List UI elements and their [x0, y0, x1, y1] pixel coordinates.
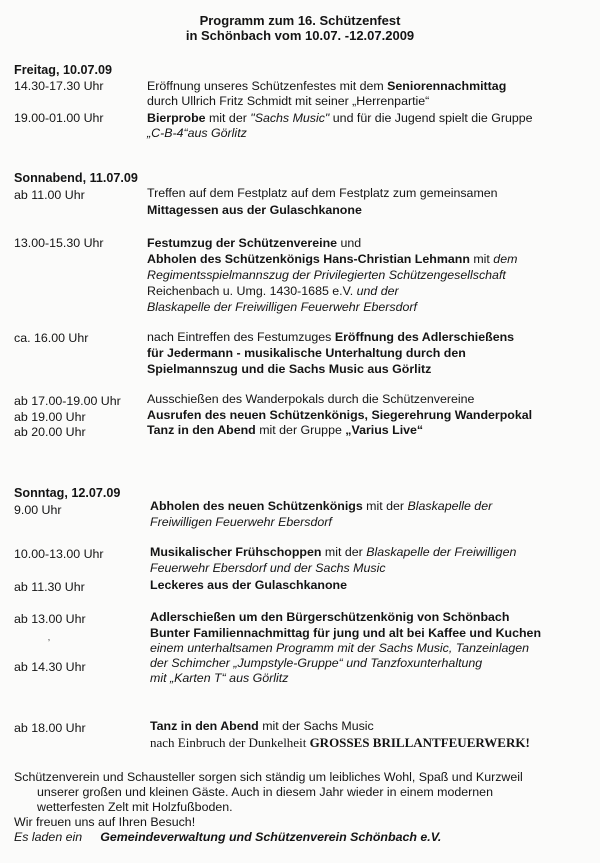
event-description [147, 111, 533, 125]
event-text: mit der [205, 111, 251, 125]
footer-text: wetterfesten Zelt mit Holzfußboden. [37, 800, 233, 814]
event-highlight: Eröffnung des Adlerschießens [334, 330, 515, 344]
day-heading-friday: Freitag, 10.07.09 [14, 63, 113, 77]
event-description: Adlerschießen um den Bürgerschützenkönig von Schönbach [150, 610, 510, 624]
event-description [150, 735, 530, 751]
event-text: und [337, 236, 362, 250]
event-description [150, 545, 516, 559]
event-time: 9.00 Uhr [14, 503, 62, 517]
event-description: mit „Karten T“ aus Görlitz [150, 671, 289, 685]
event-text: mit der [362, 499, 408, 513]
event-description: Spielmannszug und die Sachs Music aus Görlitz [147, 362, 432, 376]
event-highlight: Abholen des Schützenkönigs Hans-Christian Lehmann [147, 252, 470, 266]
event-highlight: Tanz in den Abend [150, 719, 259, 733]
event-description [150, 499, 492, 513]
event-time: ca. 16.00 Uhr [14, 331, 89, 345]
footer-text: unserer großen und kleinen Gäste. Auch in diesem Jahr wieder in einem modernen [37, 785, 493, 799]
event-description: Treffen auf dem Festplatz auf dem Festplatz zum gemeinsamen [147, 186, 498, 200]
fireworks-highlight: GROSSES BRILLANTFEUERWERK! [309, 735, 530, 750]
event-highlight: Tanz in den Abend [147, 423, 256, 437]
event-highlight: Festumzug der Schützenvereine [147, 236, 338, 250]
event-time: 14.30-17.30 Uhr [14, 79, 104, 93]
footer-organizers: Gemeindeverwaltung und Schützenverein Schönbach e.V. [100, 830, 442, 844]
event-description [150, 719, 374, 733]
event-emphasis: dem [493, 252, 518, 266]
event-time: ab 14.30 Uhr [14, 660, 86, 674]
event-description: Mittagessen aus der Gulaschkanone [147, 203, 362, 217]
event-time: ab 17.00-19.00 Uhr [14, 394, 121, 408]
event-time: ab 20.00 Uhr [14, 425, 86, 439]
event-description: Regimentsspielmannszug der Privilegierten Schützengesellschaft [147, 268, 506, 282]
event-text: Reichenbach u. Umg. 1430-1685 e.V. [147, 284, 354, 298]
event-description: durch Ullrich Fritz Schmidt mit seiner „Herrenpartie“ [147, 94, 430, 108]
event-text: mit der Sachs Music [258, 719, 374, 733]
event-text: mit der [321, 545, 367, 559]
event-description [147, 423, 423, 437]
event-emphasis: Blaskapelle der Freiwilligen [366, 545, 517, 559]
event-emphasis: Blaskapelle der [407, 499, 493, 513]
event-description: Bunter Familiennachmittag für jung und alt bei Kaffee und Kuchen [150, 626, 542, 640]
footer-text: Wir freuen uns auf Ihren Besuch! [14, 815, 196, 829]
event-text: mit der Gruppe [255, 423, 346, 437]
scan-speck: ʼ [48, 638, 50, 648]
event-highlight: Bierprobe [147, 111, 206, 125]
day-heading-sunday: Sonntag, 12.07.09 [14, 486, 121, 500]
footer-invite: Es laden ein [14, 830, 83, 844]
event-text: nach Einbruch der Dunkelheit [150, 735, 310, 750]
event-description [147, 252, 517, 266]
event-description: Ausschießen des Wanderpokals durch die Schützenvereine [147, 392, 475, 406]
event-description [147, 330, 514, 344]
event-description: einem unterhaltsamen Programm mit der Sachs Music, Tanzeinlagen [150, 641, 530, 655]
event-description: Leckeres aus der Gulaschkanone [150, 578, 347, 592]
event-time: ab 11.00 Uhr [14, 188, 85, 202]
event-highlight: Musikalischer Frühschoppen [150, 545, 322, 559]
event-text: mit [469, 252, 494, 266]
footer-signature [14, 830, 441, 844]
event-highlight: „Varius Live“ [345, 423, 424, 437]
event-emphasis: und der [353, 284, 399, 298]
page-title-line-1: Programm zum 16. Schützenfest [199, 13, 401, 28]
event-description: für Jedermann - musikalische Unterhaltung durch den [147, 346, 466, 360]
event-description: „C-B-4“aus Görlitz [147, 126, 247, 140]
event-description: Freiwilligen Feuerwehr Ebersdorf [150, 515, 332, 529]
event-time: 10.00-13.00 Uhr [14, 547, 104, 561]
event-time: 19.00-01.00 Uhr [14, 111, 104, 125]
event-description: der Schimcher „Jumpstyle-Gruppe“ und Tanzfoxunterhaltung [150, 656, 483, 670]
event-text: und für die Jugend spielt die Gruppe [329, 111, 533, 125]
event-description: Ausrufen des neuen Schützenkönigs, Siegerehrung Wanderpokal [147, 408, 533, 422]
day-heading-saturday: Sonnabend, 11.07.09 [14, 171, 138, 185]
event-text: Eröffnung unseres Schützenfestes mit dem [147, 79, 388, 93]
event-description: Blaskapelle der Freiwilligen Feuerwehr Ebersdorf [147, 300, 417, 314]
event-time: ab 19.00 Uhr [14, 410, 86, 424]
event-highlight: Seniorennachmittag [387, 79, 507, 93]
page-title-line-2: in Schönbach vom 10.07. -12.07.2009 [185, 28, 415, 43]
event-description: Feuerwehr Ebersdorf und der Sachs Music [150, 561, 386, 575]
event-description [147, 236, 361, 250]
footer-text: Schützenverein und Schausteller sorgen sich ständig um leibliches Wohl, Spaß und Kurzweil [14, 770, 523, 784]
event-time: ab 13.00 Uhr [14, 612, 86, 626]
event-time: ab 18.00 Uhr [14, 721, 86, 735]
event-description [147, 284, 399, 298]
event-description [147, 79, 506, 93]
event-time: ab 11.30 Uhr [14, 580, 85, 594]
event-text: nach Eintreffen des Festumzuges [147, 330, 335, 344]
event-emphasis: "Sachs Music" [250, 111, 330, 125]
event-time: 13.00-15.30 Uhr [14, 236, 104, 250]
event-highlight: Abholen des neuen Schützenkönigs [150, 499, 363, 513]
